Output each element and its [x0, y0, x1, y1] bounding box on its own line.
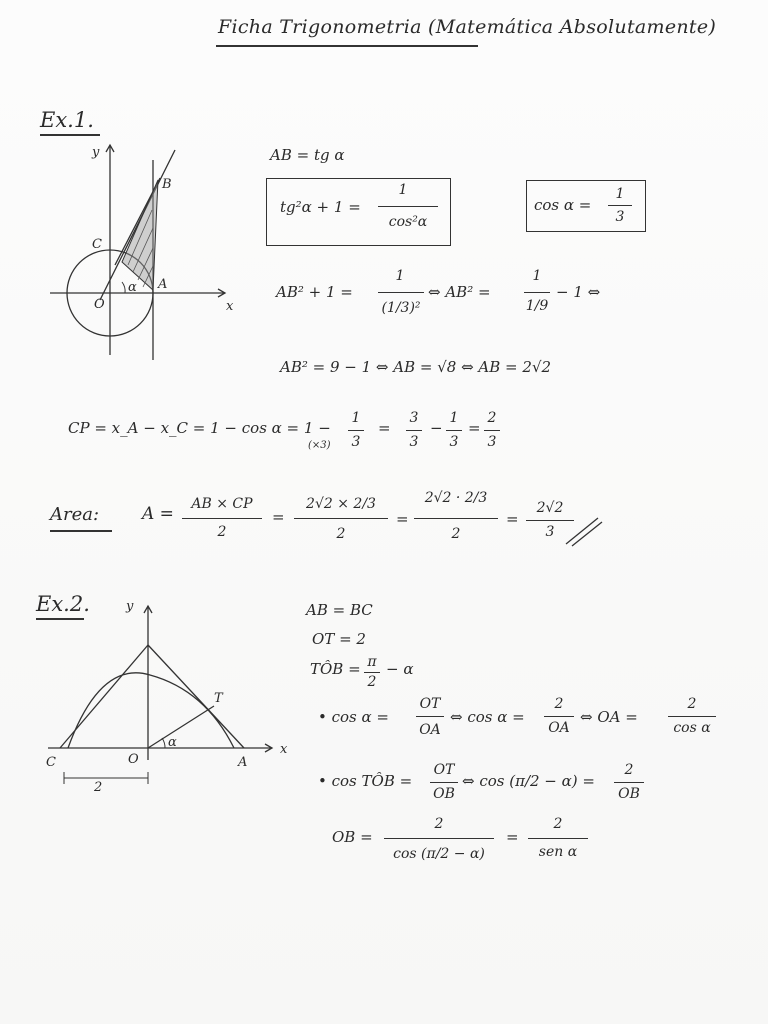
ex2-line5-f2d: OB — [618, 786, 640, 802]
ex2-line3-left: TÔB = — [310, 660, 361, 678]
ex1-box2-num: 1 — [615, 186, 625, 202]
ex1-line4-f4n: 2 — [487, 410, 497, 426]
ex1-area-f4d: 3 — [545, 524, 555, 540]
ex1-line2-num2: 1 — [532, 268, 542, 284]
ex1-x-label: x — [226, 299, 234, 314]
ex1-area-f1n: AB × CP — [191, 496, 253, 512]
ex2-line6-f2n: 2 — [553, 816, 563, 832]
ex2-y-label: y — [126, 599, 134, 614]
ex1-point-C: C — [92, 237, 102, 252]
ex2-point-T: T — [214, 691, 223, 706]
ex2-line4-bar1 — [416, 716, 444, 717]
ex1-box1-num: 1 — [398, 182, 408, 198]
ex1-line4-f2n: 3 — [409, 410, 419, 426]
exercise-1-label: Ex.1. — [40, 108, 94, 132]
ex1-line2-num: 1 — [395, 268, 405, 284]
ex1-line4-f3n: 1 — [449, 410, 459, 426]
ex1-area-eq3: = — [506, 510, 519, 528]
ex1-area-eq2: = — [396, 510, 409, 528]
ex1-line4-sub: (×3) — [308, 440, 331, 451]
ex2-line4-left: • cos α = — [318, 708, 389, 726]
ex2-line4-mid2: ⇔ OA = — [580, 708, 638, 726]
exercise-2-label: Ex.2. — [36, 592, 90, 616]
page-title: Ficha Trigonometria (Matemática Absolutamente) — [218, 16, 717, 38]
ex2-point-O: O — [128, 752, 139, 767]
ex2-dim-label: 2 — [94, 780, 103, 795]
ex2-line6-f1n: 2 — [434, 816, 444, 832]
ex2-line5-f1n: OT — [433, 762, 455, 778]
ex2-line5-bar1 — [430, 782, 458, 783]
ex1-point-O: O — [94, 297, 105, 312]
ex2-line4-f2n: 2 — [554, 696, 564, 712]
ex2-line5-bar2 — [614, 782, 644, 783]
ex1-area-eq1: = — [272, 508, 285, 526]
ex1-area-label: Area: — [50, 504, 100, 525]
ex1-line4-minus: − — [430, 419, 443, 437]
ex1-line4-f4d: 3 — [487, 434, 497, 450]
ex2-line4-f2d: OA — [548, 720, 570, 736]
ex1-line4-left: CP = x_A − x_C = 1 − cos α = 1 − — [68, 419, 331, 437]
ex2-line5-f1d: OB — [433, 786, 455, 802]
ex1-line4-eq2: = — [468, 419, 481, 437]
ex2-line6-bar2 — [528, 838, 588, 839]
ex2-line5-f2n: 2 — [624, 762, 634, 778]
ex1-area-A: A = — [142, 504, 174, 524]
ex1-line2-right: − 1 ⇔ — [556, 283, 601, 301]
ex1-area-f2n: 2√2 × 2/3 — [306, 496, 376, 512]
ex1-line4-f3d: 3 — [449, 434, 459, 450]
ex2-side-CB — [60, 645, 148, 748]
ex1-area-f1d: 2 — [217, 524, 227, 540]
ex1-line-1: AB = tg α — [270, 146, 345, 164]
ex1-box1-left: tg²α + 1 = — [280, 198, 361, 216]
ex1-line2-left: AB² + 1 = — [276, 283, 353, 301]
ex1-line4-eq: = — [378, 419, 391, 437]
ex1-line2-den: (1/3)² — [381, 300, 421, 316]
ex2-line3-right: − α — [386, 660, 414, 678]
ex1-line4-f1n: 1 — [351, 410, 361, 426]
ex2-line4-f1n: OT — [419, 696, 441, 712]
ex2-line4-f3n: 2 — [687, 696, 697, 712]
ex1-line4-f1d: 3 — [351, 434, 361, 450]
ex2-line4-f1d: OA — [419, 722, 441, 738]
ex1-box1-den: cos²α — [388, 214, 428, 230]
ex2-line4-bar2 — [544, 716, 574, 717]
ex2-line3-den: 2 — [367, 674, 377, 690]
ex1-box2-left: cos α = — [534, 196, 592, 214]
ex2-line6-left: OB = — [332, 828, 373, 846]
ex2-line5-mid: ⇔ cos (π/2 − α) = — [462, 772, 595, 790]
ex2-line6-bar1 — [384, 838, 494, 839]
ex2-line4-bar3 — [668, 716, 716, 717]
ex2-angle-alpha: α — [168, 735, 177, 750]
ex2-line6-f1d: cos (π/2 − α) — [393, 846, 485, 862]
ex2-line5-left: • cos TÔB = — [318, 772, 413, 790]
ex2-line-2: OT = 2 — [312, 630, 366, 648]
ex2-segment-OT — [148, 706, 214, 748]
ex1-point-A: A — [158, 277, 168, 292]
ex1-line-3: AB² = 9 − 1 ⇔ AB = √8 ⇔ AB = 2√2 — [280, 358, 552, 376]
ex2-point-A: A — [238, 755, 248, 770]
ex2-line6-f2d: sen α — [538, 844, 578, 860]
ex1-line2-mid: ⇔ AB² = — [428, 283, 491, 301]
ex2-side-BA — [148, 645, 244, 748]
ex2-line4-f3d: cos α — [673, 720, 711, 736]
ex1-area-f4n: 2√2 — [536, 500, 564, 516]
ex1-angle-alpha: α — [128, 280, 137, 295]
ex2-line6-eq: = — [506, 828, 519, 846]
ex1-area-f3d: 2 — [451, 526, 461, 542]
ex1-area-f3n: 2√2 · 2/3 — [424, 490, 488, 506]
ex2-line4-mid: ⇔ cos α = — [450, 708, 525, 726]
ex1-y-label: y — [92, 145, 100, 160]
ex2-line3-num: π — [367, 654, 377, 670]
ex1-point-B: B — [162, 177, 172, 192]
ex1-line4-f2d: 3 — [409, 434, 419, 450]
ex1-area-f2d: 2 — [336, 526, 346, 542]
ex1-box2-den: 3 — [615, 209, 625, 225]
ex2-x-label: x — [280, 742, 288, 757]
ex2-point-C: C — [46, 755, 56, 770]
ex2-line-1: AB = BC — [306, 601, 373, 619]
ex1-line2-den2: 1/9 — [525, 298, 549, 314]
